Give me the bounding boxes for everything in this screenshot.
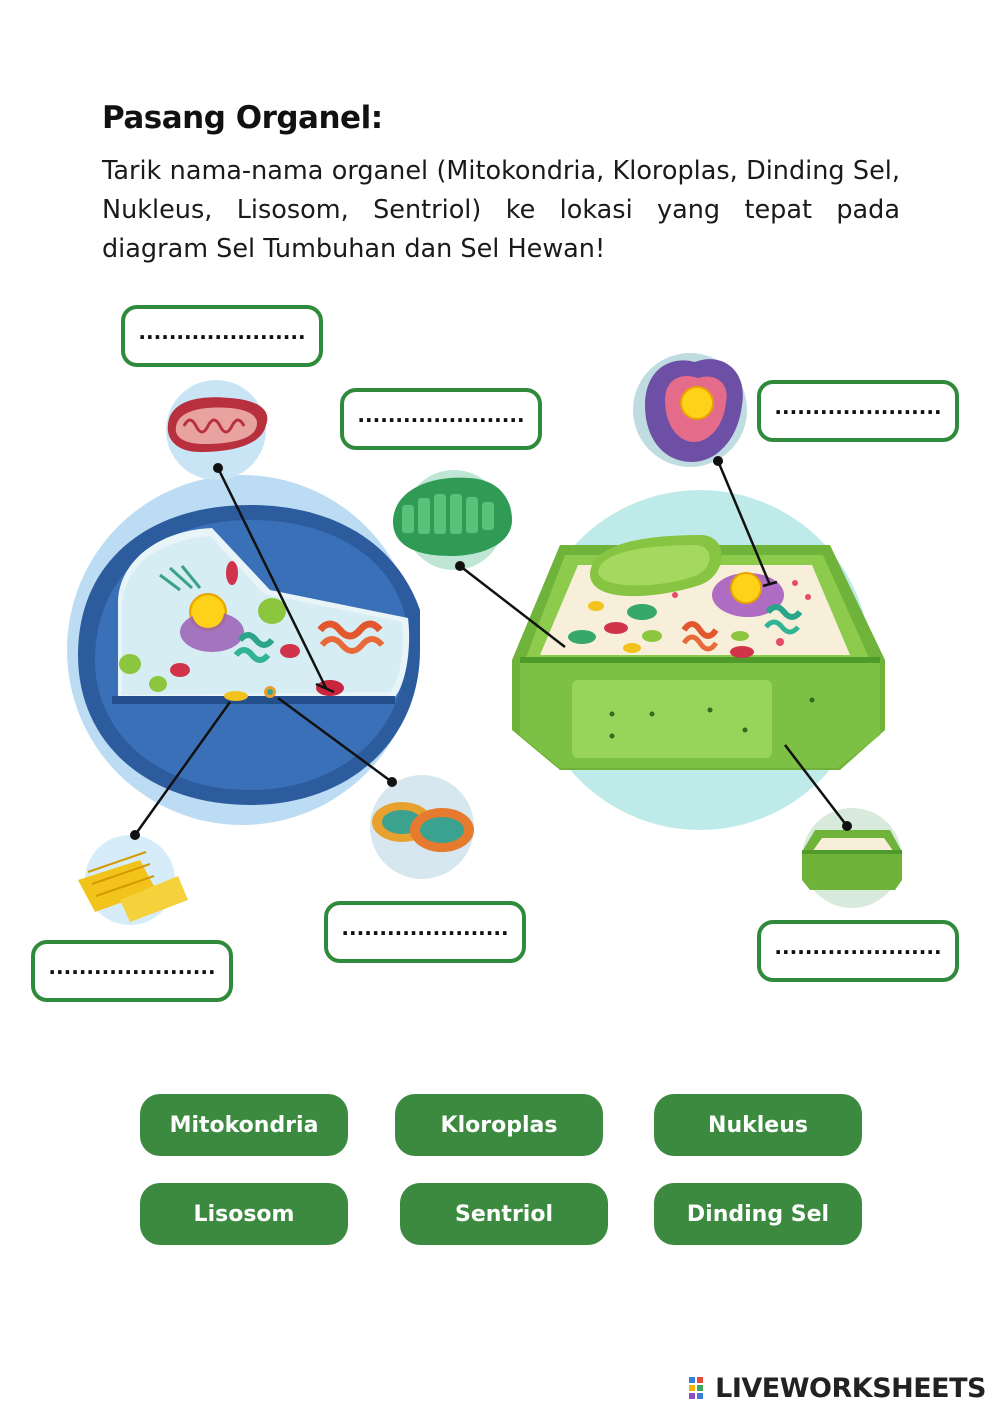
brand-name: LIVEWORKSHEETS — [715, 1373, 986, 1404]
chip-mitochondria[interactable]: Mitokondria — [140, 1094, 348, 1156]
answer-box-mitochondria[interactable]: ...................... — [121, 305, 323, 367]
liveworksheets-logo-icon — [689, 1377, 711, 1401]
chip-lysosome[interactable]: Lisosom — [140, 1183, 348, 1245]
nucleus-zoom-icon — [633, 353, 747, 467]
instructions-text: Tarik nama-nama organel (Mitokondria, Kloroplas, Dinding Sel, Nukleus, Lisosom, Sentriol) ke lokasi yang tepat pada diagram Sel Tumbuhan dan Sel Hewan! — [102, 156, 900, 264]
lysosome-zoom-icon — [370, 775, 474, 879]
cell-wall-zoom-icon — [802, 808, 902, 908]
plant-cell-illustration — [512, 490, 885, 830]
answer-box-cell-wall[interactable]: ...................... — [757, 920, 959, 982]
page-title: Pasang Organel: — [102, 100, 383, 136]
answer-box-centriole[interactable]: ...................... — [31, 940, 233, 1002]
answer-box-nucleus[interactable]: ...................... — [757, 380, 959, 442]
animal-cell-illustration — [67, 475, 420, 825]
chloroplast-zoom-icon — [393, 470, 512, 570]
chip-centriole[interactable]: Sentriol — [400, 1183, 608, 1245]
answer-box-lysosome[interactable]: ...................... — [324, 901, 526, 963]
answer-box-chloroplast[interactable]: ...................... — [340, 388, 542, 450]
chip-cell-wall[interactable]: Dinding Sel — [654, 1183, 862, 1245]
chip-nucleus[interactable]: Nukleus — [654, 1094, 862, 1156]
liveworksheets-logo — [689, 1373, 986, 1404]
centriole-zoom-icon — [78, 835, 188, 925]
chip-chloroplast[interactable]: Kloroplas — [395, 1094, 603, 1156]
